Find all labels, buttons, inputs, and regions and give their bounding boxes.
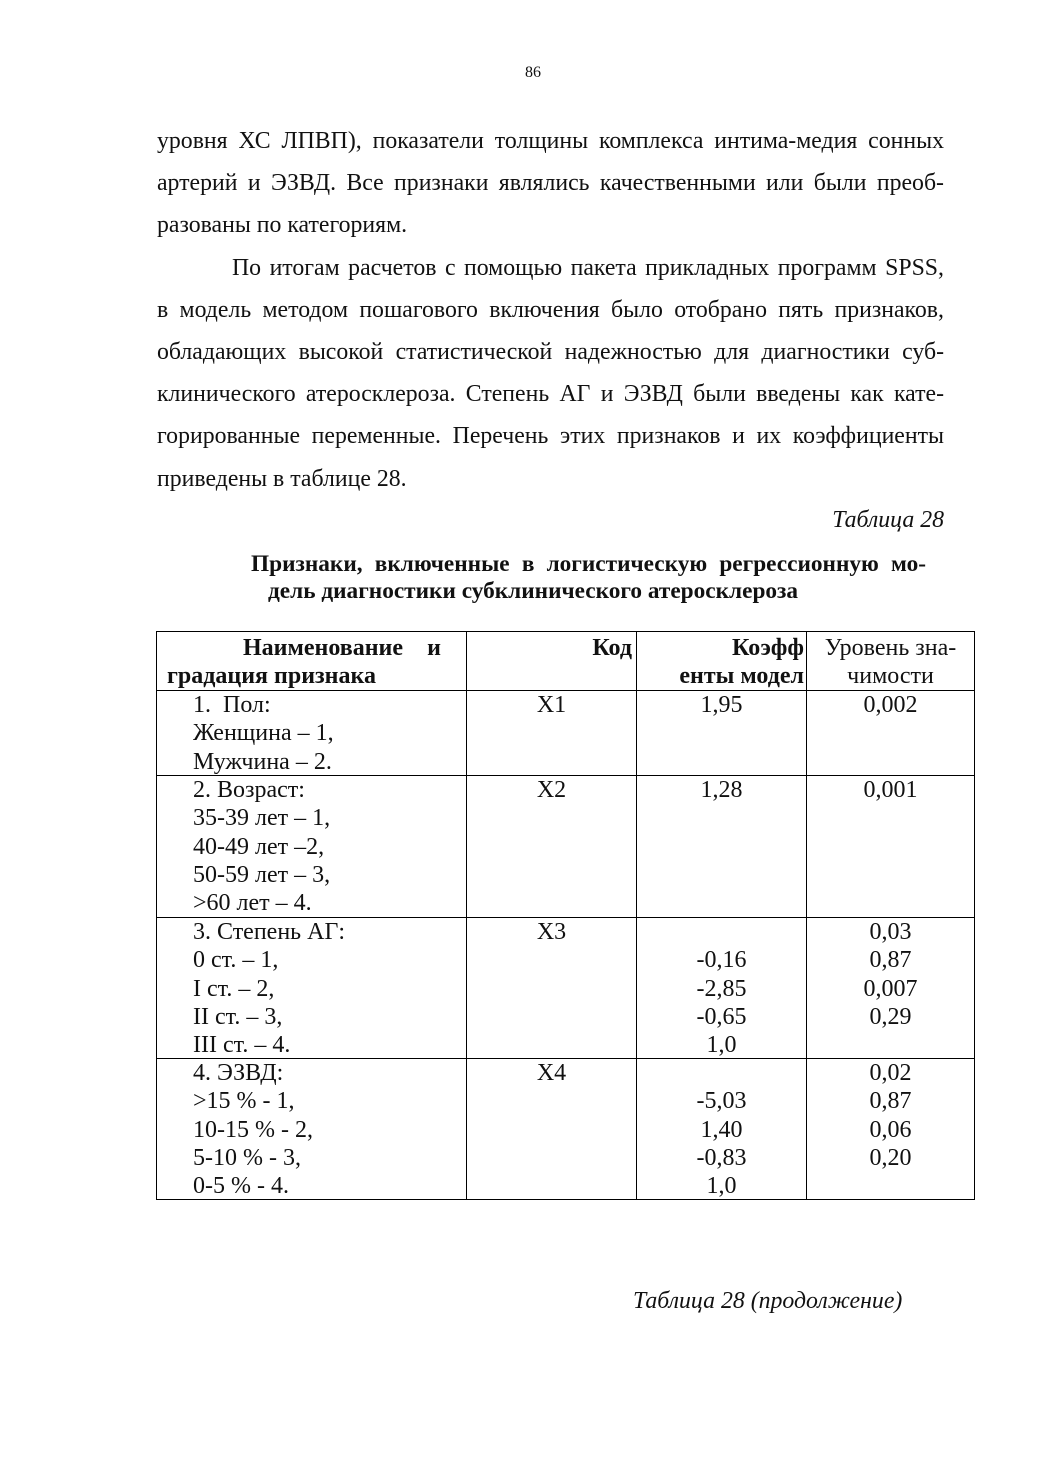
significance-value: 0,007	[863, 975, 918, 1002]
header-text: Уровень зна-	[824, 635, 957, 661]
coefficient-cell	[637, 918, 807, 1059]
feature-line: 5-10 % - 3,	[193, 1144, 301, 1171]
feature-line: 1. Пол:	[193, 692, 271, 718]
code-cell	[467, 1059, 637, 1200]
header-cell-significance	[807, 632, 975, 691]
coefficient-cell	[637, 1059, 807, 1200]
body-line: разованы по категориям.	[157, 212, 408, 239]
header-cell-feature	[157, 632, 467, 691]
coefficient-value: 1,0	[706, 1032, 737, 1059]
feature-line: 0-5 % - 4.	[193, 1173, 289, 1200]
table-caption: Таблица 28	[832, 507, 944, 533]
significance-value: 0,06	[869, 1116, 912, 1143]
coefficient-cell	[637, 691, 807, 776]
header-text: енты модел	[679, 663, 804, 690]
continuation-caption: Таблица 28 (продолжение)	[633, 1288, 903, 1314]
feature-cell	[157, 918, 467, 1059]
body-line: артерий и ЭЗВД. Все признаки являлись качественными или были преоб-	[157, 170, 944, 197]
significance-value: 0,29	[869, 1003, 912, 1030]
significance-value: 0,20	[869, 1144, 912, 1171]
significance-value: 0,02	[869, 1060, 912, 1086]
coefficient-value	[637, 1059, 806, 1087]
significance-value: 0,87	[869, 947, 912, 974]
body-line: приведены в таблице 28.	[157, 465, 407, 492]
body-paragraph	[157, 120, 944, 247]
table-title-line: дель диагностики субклинического атеросклероза	[268, 578, 799, 604]
data-table	[156, 631, 975, 1200]
significance-value: 0,002	[863, 692, 918, 718]
coefficient-value: 1,28	[700, 777, 743, 803]
header-text: Коэфф	[732, 635, 804, 661]
page-number: 86	[525, 64, 541, 81]
body-line: клинического атеросклероза. Степень АГ и ЭЗВД были введены как кате-	[157, 381, 944, 408]
body-line: горированные переменные. Перечень этих признаков и их коэффициенты	[157, 423, 944, 450]
feature-line: 10-15 % - 2,	[193, 1116, 313, 1143]
header-cell-coefficient	[637, 632, 807, 691]
feature-line: 50-59 лет – 3,	[193, 861, 331, 888]
body-line: обладающих высокой статистической надежностью для диагностики суб-	[157, 338, 944, 365]
feature-line: Мужчина – 2.	[193, 748, 332, 775]
body-text	[157, 120, 944, 500]
coefficient-cell	[637, 776, 807, 918]
significance-cell	[807, 776, 975, 918]
coefficient-value: 1,95	[700, 692, 743, 718]
body-line: в модель методом пошагового включения было отобрано пять признаков,	[157, 296, 944, 323]
significance-cell	[807, 918, 975, 1059]
feature-cell	[157, 691, 467, 776]
feature-line: 3. Степень АГ:	[193, 919, 345, 945]
feature-cell	[157, 1059, 467, 1200]
coefficient-value: -2,85	[696, 975, 747, 1002]
feature-line: I ст. – 2,	[193, 975, 275, 1002]
feature-line: >60 лет – 4.	[193, 890, 312, 917]
code-cell	[467, 691, 637, 776]
body-line: уровня ХС ЛПВП), показатели толщины комплекса интима-медия сонных	[157, 128, 944, 154]
coefficient-value	[637, 918, 806, 946]
significance-cell	[807, 691, 975, 776]
code-value: Х3	[536, 919, 567, 945]
feature-line: 35-39 лет – 1,	[193, 805, 331, 832]
coefficient-value: 1,0	[706, 1173, 737, 1200]
header-text: чимости	[847, 663, 934, 690]
coefficient-value: -0,65	[696, 1003, 747, 1030]
feature-line: 2. Возраст:	[193, 777, 305, 803]
table-title-line: Признаки, включенные в логистическую регрессионную мо-	[251, 551, 926, 577]
code-value: Х4	[536, 1060, 567, 1086]
significance-cell	[807, 1059, 975, 1200]
header-text: Код	[592, 635, 632, 661]
body-paragraph	[157, 247, 944, 500]
feature-line: III ст. – 4.	[193, 1032, 291, 1059]
coefficient-value: -0,83	[696, 1144, 747, 1171]
code-value: Х2	[536, 777, 567, 803]
significance-value: 0,03	[869, 919, 912, 945]
header-cell-code	[467, 632, 637, 691]
feature-cell	[157, 776, 467, 918]
feature-line: 40-49 лет –2,	[193, 833, 325, 860]
significance-value: 0,001	[863, 777, 918, 803]
feature-line: 4. ЭЗВД:	[193, 1060, 284, 1086]
coefficient-value: -0,16	[696, 947, 747, 974]
header-text: Наименование и	[243, 635, 441, 661]
coefficient-value: 1,40	[700, 1116, 743, 1143]
feature-line: Женщина – 1,	[193, 720, 334, 747]
code-value: Х1	[536, 692, 567, 718]
feature-line: >15 % - 1,	[193, 1088, 295, 1115]
coefficient-value: -5,03	[696, 1088, 747, 1115]
header-text: градация признака	[167, 663, 376, 690]
significance-value: 0,87	[869, 1088, 912, 1115]
feature-line: 0 ст. – 1,	[193, 947, 279, 974]
feature-line: II ст. – 3,	[193, 1003, 283, 1030]
code-cell	[467, 776, 637, 918]
body-line: По итогам расчетов с помощью пакета прикладных программ SPSS,	[232, 254, 944, 281]
code-cell	[467, 918, 637, 1059]
